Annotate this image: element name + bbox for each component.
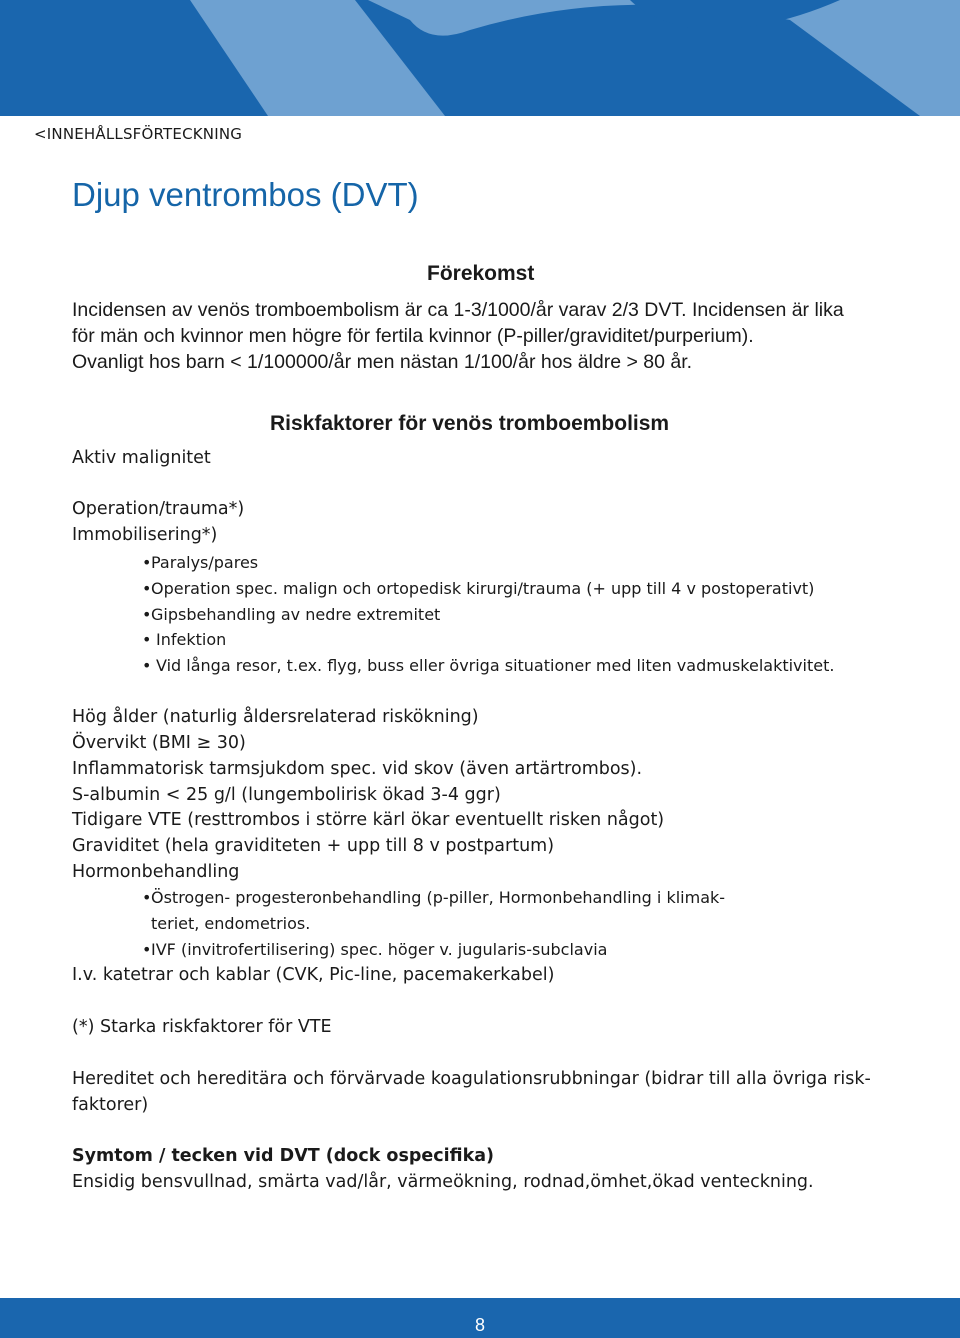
risk-bullet-text: Infektion	[156, 630, 227, 649]
hormon-bullet-text: Östrogen- progesteronbehandling (p-piller, Hormonbehandling i klimak-	[151, 888, 726, 907]
risk-operation: Operation/trauma*)	[72, 499, 245, 519]
risk-item: Övervikt (BMI ≥ 30)	[72, 733, 246, 753]
page-number: 8	[474, 1315, 485, 1335]
risk-heading: Riskfaktorer för venös tromboembolism	[270, 412, 670, 435]
risk-item: Tidigare VTE (resttrombos i större kärl ökar eventuellt risken något)	[72, 810, 665, 830]
risk-aktiv-malignitet: Aktiv malignitet	[72, 448, 211, 468]
risk-item: Hög ålder (naturlig åldersrelaterad riskökning)	[72, 707, 479, 727]
hormon-bullet: •IVF (invitrofertilisering) spec. höger v. jugularis-subclavia	[142, 940, 608, 959]
hormon-bullet-text: IVF (invitrofertilisering) spec. höger v. jugularis-subclavia	[151, 940, 608, 959]
risk-hereditet-line: Hereditet och hereditära och förvärvade koagulationsrubbningar (bidrar till alla övriga risk-	[72, 1069, 871, 1089]
risk-bullet-text: Gipsbehandling av nedre extremitet	[151, 605, 441, 624]
risk-item: S-albumin < 25 g/l (lungembolirisk ökad 3-4 ggr)	[72, 785, 501, 805]
risk-bullet: • Infektion	[142, 630, 227, 649]
risk-bullet: •Paralys/pares	[142, 553, 259, 572]
risk-bullet-text: Operation spec. malign och ortopedisk kirurgi/trauma (+ upp till 4 v postoperativt)	[151, 579, 815, 598]
risk-note: (*) Starka riskfaktorer för VTE	[72, 1017, 332, 1037]
symtom-heading: Symtom / tecken vid DVT (dock ospecifika)	[72, 1146, 495, 1166]
risk-bullet: •Operation spec. malign och ortopedisk kirurgi/trauma (+ upp till 4 v postoperativt)	[142, 579, 815, 598]
forekomst-line: Incidensen av venös tromboembolism är ca 1-3/1000/år varav 2/3 DVT. Incidensen är lika	[72, 299, 844, 321]
forekomst-line: Ovanligt hos barn < 1/100000/år men nästan 1/100/år hos äldre > 80 år.	[72, 351, 693, 373]
risk-item: Inflammatorisk tarmsjukdom spec. vid skov (även artärtrombos).	[72, 759, 643, 779]
risk-hereditet-line: faktorer)	[72, 1095, 149, 1115]
forekomst-paragraph	[72, 297, 844, 375]
risk-bullet: •Gipsbehandling av nedre extremitet	[142, 605, 441, 624]
header-banner	[0, 0, 960, 116]
risk-bullet-text: Paralys/pares	[151, 553, 259, 572]
hormon-bullet: •Östrogen- progesteronbehandling (p-piller, Hormonbehandling i klimak-	[142, 888, 726, 907]
risk-bullet: • Vid långa resor, t.ex. flyg, buss eller övriga situationer med liten vadmuskelaktivitet.	[142, 656, 835, 675]
risk-immobilisering: Immobilisering*)	[72, 525, 218, 545]
risk-item: Graviditet (hela graviditeten + upp till 8 v postpartum)	[72, 836, 555, 856]
toc-link[interactable]: <INNEHÅLLSFÖRTECKNING	[34, 125, 243, 143]
risk-item: Hormonbehandling	[72, 862, 240, 882]
forekomst-line: för män och kvinnor men högre för fertila kvinnor (P-piller/graviditet/purperium).	[72, 325, 754, 347]
page-title: Djup ventrombos (DVT)	[72, 176, 419, 213]
symtom-text: Ensidig bensvullnad, smärta vad/lår, värmeökning, rodnad,ömhet,ökad venteckning.	[72, 1172, 814, 1192]
hormon-bullet-continuation: teriet, endometrios.	[151, 914, 311, 933]
risk-katetrar: I.v. katetrar och kablar (CVK, Pic-line, pacemakerkabel)	[72, 965, 555, 985]
forekomst-heading: Förekomst	[427, 262, 535, 285]
risk-bullet-text: Vid långa resor, t.ex. flyg, buss eller övriga situationer med liten vadmuskelaktivitet.	[156, 656, 835, 675]
